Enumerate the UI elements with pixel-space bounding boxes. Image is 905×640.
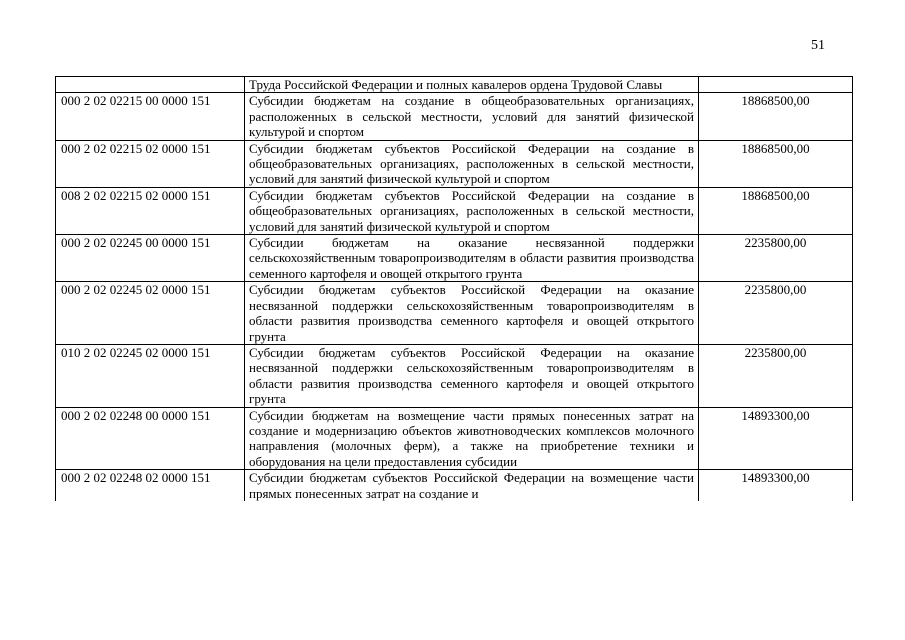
amount-cell [699, 77, 853, 93]
description-text: Труда Российской Федерации и полных кавалеров ордена Трудовой Славы [249, 77, 663, 92]
description-text: Субсидии бюджетам на оказание несвязанной поддержки сельскохозяйственным товаропроизводителям в области развития производства семенного картофеля и овощей открытого грунта [249, 235, 694, 281]
amount-cell: 18868500,00 [699, 93, 853, 140]
description-cell [245, 77, 699, 93]
amount-cell: 2235800,00 [699, 282, 853, 345]
description-cell [245, 470, 699, 501]
description-text: Субсидии бюджетам субъектов Российской Федерации на создание в общеобразовательных организациях, расположенных в сельской местности, условий для занятий физической культурой и спортом [249, 187, 694, 234]
table-row [56, 344, 853, 407]
budget-code-cell: 000 2 02 02248 02 0000 151 [56, 470, 245, 501]
description-text: Субсидии бюджетам на возмещение части прямых понесенных затрат на создание и модернизацию объектов животноводческих комплексов молочного направления (молочных ферм), а также на приобретение техники и оборудования на цели предоставления субсидии [249, 407, 694, 469]
table-row [56, 470, 853, 501]
amount-cell: 18868500,00 [699, 140, 853, 187]
amount-cell: 14893300,00 [699, 407, 853, 470]
description-cell [245, 187, 699, 234]
description-text: Субсидии бюджетам субъектов Российской Федерации на возмещение части прямых понесенных затрат на создание и [249, 470, 694, 501]
description-text: Субсидии бюджетам на создание в общеобразовательных организациях, расположенных в сельской местности, условий для занятий физической культурой и спортом [249, 93, 694, 140]
table-row [56, 235, 853, 282]
table-row [56, 187, 853, 234]
budget-code-cell: 000 2 02 02245 02 0000 151 [56, 282, 245, 345]
budget-code-cell: 008 2 02 02215 02 0000 151 [56, 187, 245, 234]
budget-code-cell: 010 2 02 02245 02 0000 151 [56, 344, 245, 407]
budget-revenue-table [55, 76, 853, 501]
description-cell [245, 140, 699, 187]
amount-cell: 2235800,00 [699, 235, 853, 282]
table-row [56, 93, 853, 140]
description-cell [245, 93, 699, 140]
budget-code-cell: 000 2 02 02215 00 0000 151 [56, 93, 245, 140]
page-number: 51 [811, 38, 825, 53]
amount-cell: 2235800,00 [699, 344, 853, 407]
budget-code-cell [56, 77, 245, 93]
description-cell [245, 407, 699, 470]
table-row [56, 282, 853, 345]
description-text: Субсидии бюджетам субъектов Российской Федерации на создание в общеобразовательных организациях, расположенных в сельской местности, условий для занятий физической культурой и спортом [249, 140, 694, 187]
description-text: Субсидии бюджетам субъектов Российской Федерации на оказание несвязанной поддержки сельскохозяйственным товаропроизводителям в области развития производства семенного картофеля и овощей открытого грунта [249, 282, 694, 344]
budget-code-cell: 000 2 02 02215 02 0000 151 [56, 140, 245, 187]
table-row [56, 140, 853, 187]
description-cell [245, 282, 699, 345]
description-cell [245, 344, 699, 407]
table-row [56, 77, 853, 93]
table-row [56, 407, 853, 470]
description-cell [245, 235, 699, 282]
budget-code-cell: 000 2 02 02248 00 0000 151 [56, 407, 245, 470]
amount-cell: 18868500,00 [699, 187, 853, 234]
budget-code-cell: 000 2 02 02245 00 0000 151 [56, 235, 245, 282]
amount-cell: 14893300,00 [699, 470, 853, 501]
description-text: Субсидии бюджетам субъектов Российской Федерации на оказание несвязанной поддержки сельскохозяйственным товаропроизводителям в области развития производства семенного картофеля и овощей открытого грунта [249, 344, 694, 407]
